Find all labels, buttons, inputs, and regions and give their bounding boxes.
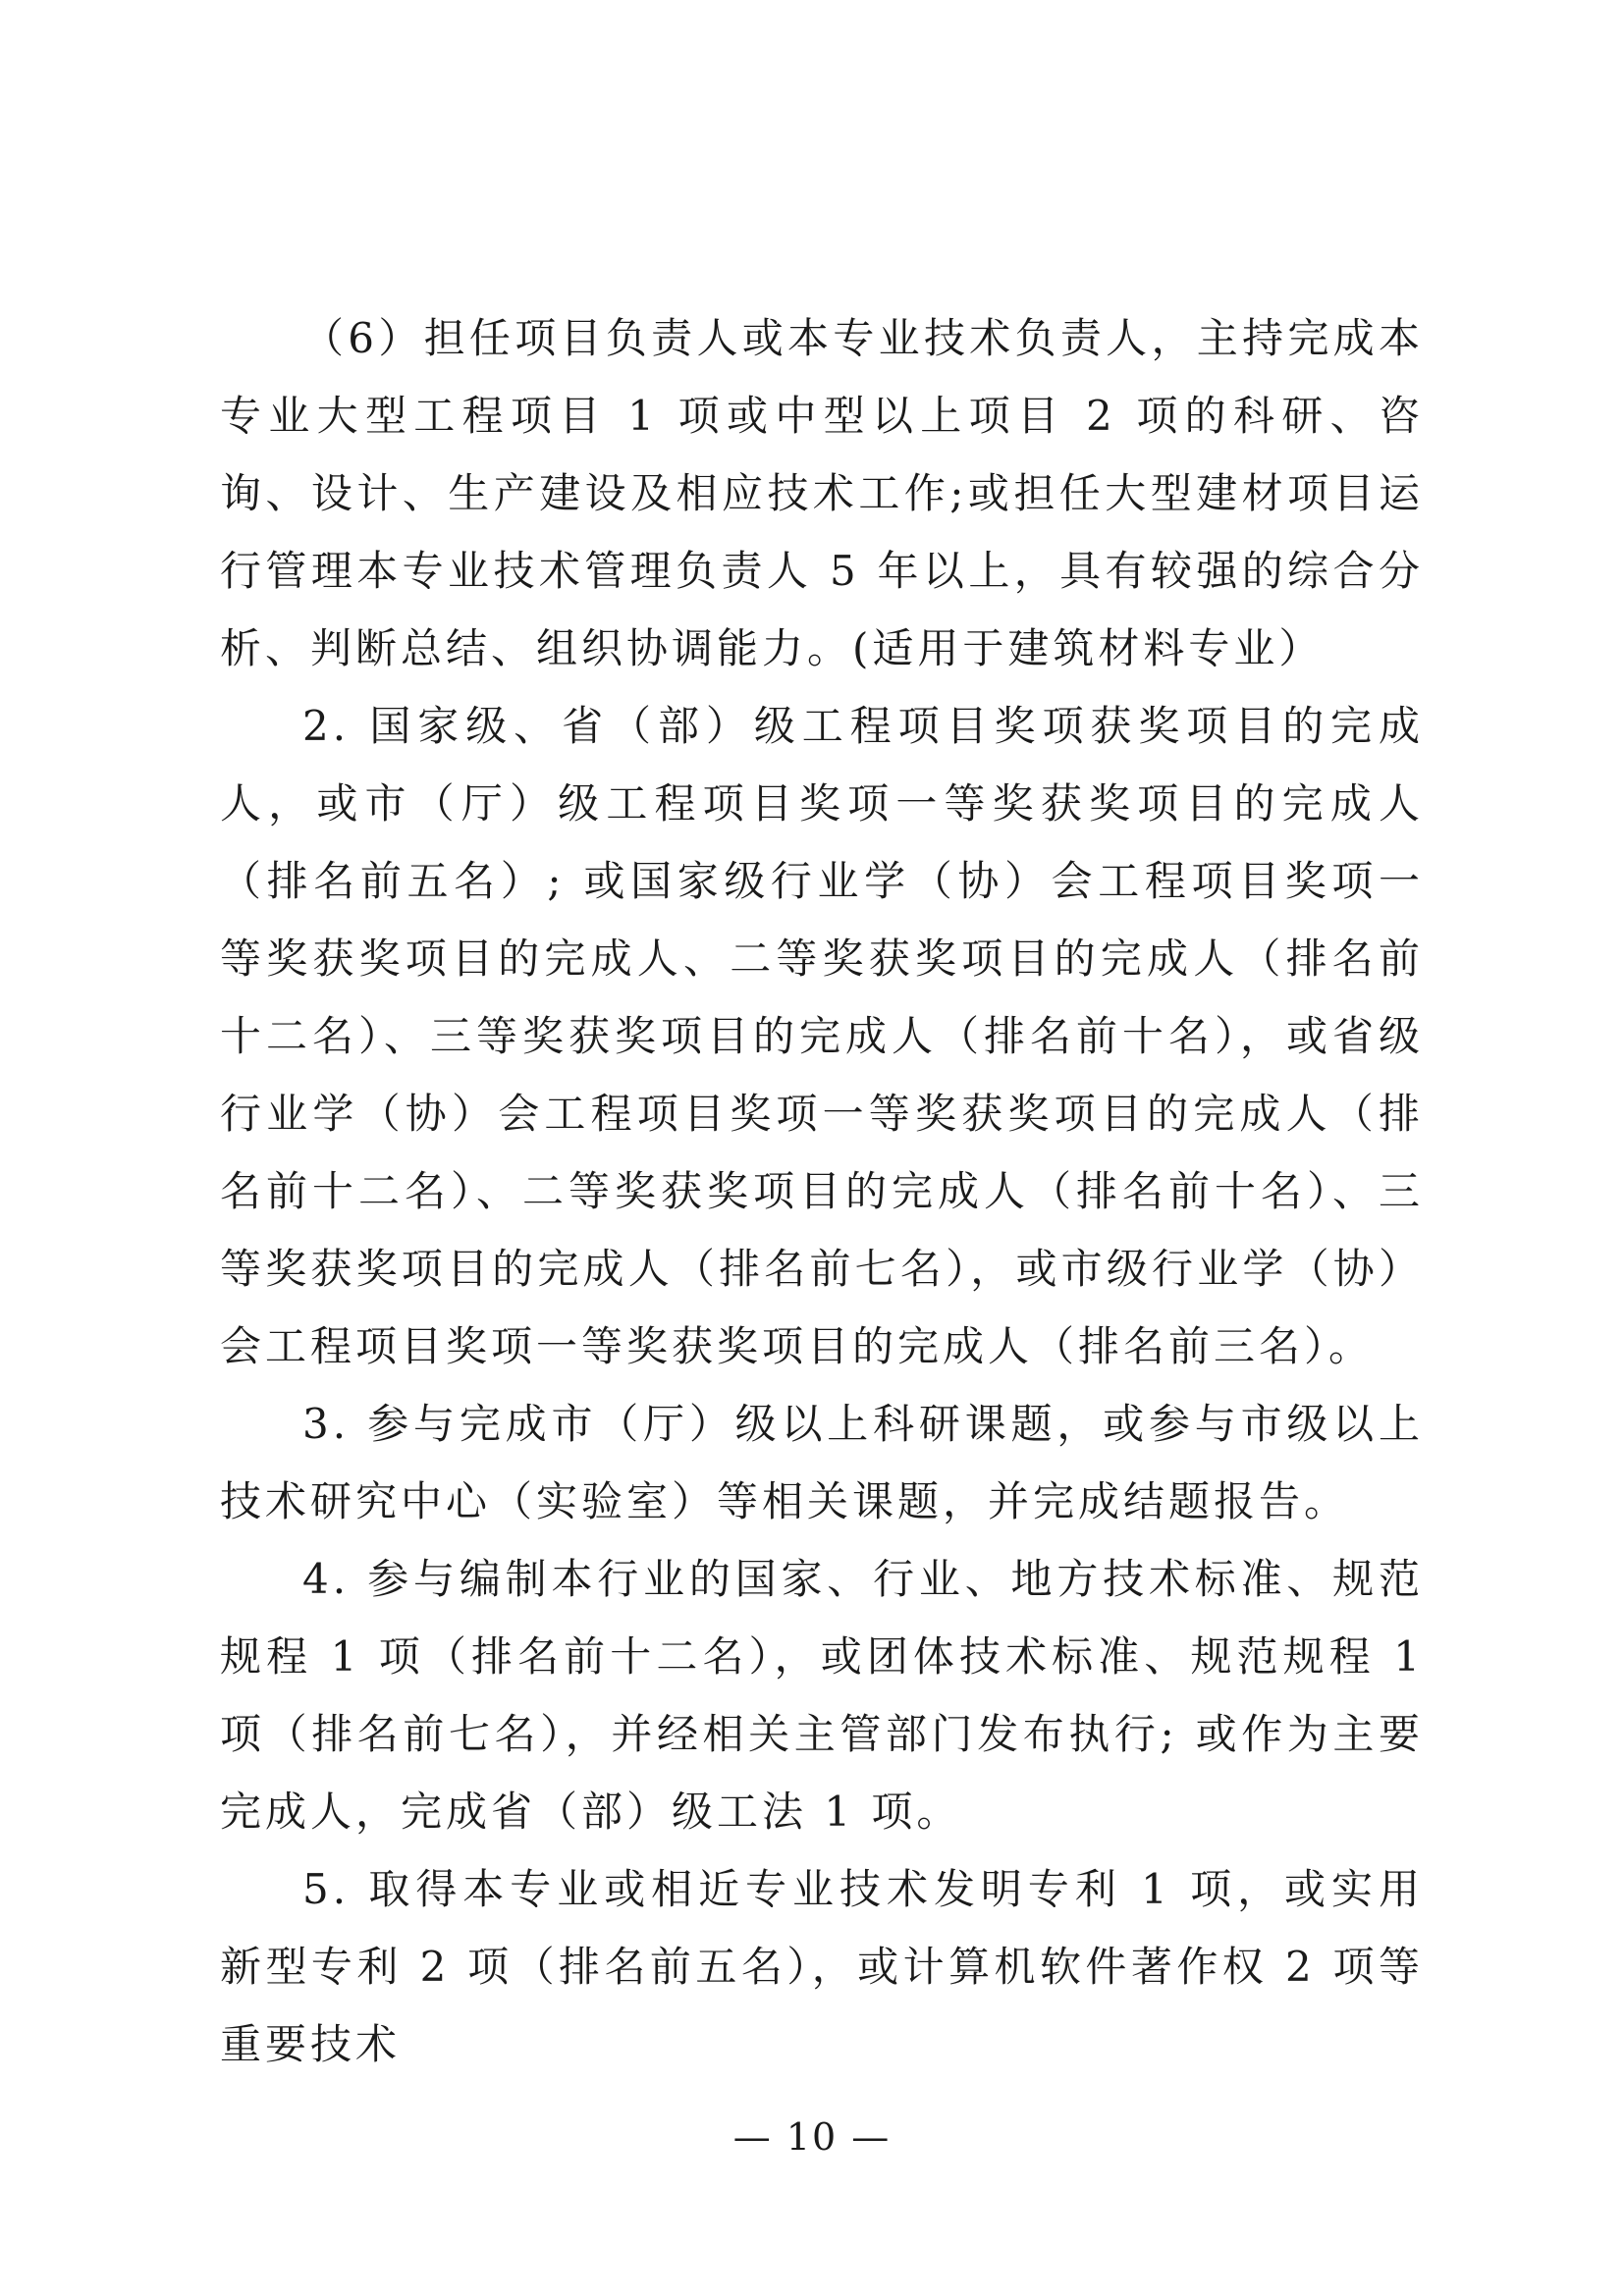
- document-body: [220, 299, 1424, 2083]
- page-number: — 10 —: [732, 2115, 892, 2159]
- paragraph-item-2: 2. 国家级、省（部）级工程项目奖项获奖项目的完成人，或市（厅）级工程项目奖项一等奖获奖项目的完成人（排名前五名）; 或国家级行业学（协）会工程项目奖项一等奖获奖项目的完成人、二等奖获奖项目的完成人（排名前十二名）、三等奖获奖项目的完成人（排名前十名），或省级行业学（协）会工程项目奖项一等奖获奖项目的完成人（排名前十二名）、二等奖获奖项目的完成人（排名前十名）、三等奖获奖项目的完成人（排名前七名），或市级行业学（协）会工程项目奖项一等奖获奖项目的完成人（排名前三名）。: [220, 702, 1424, 1370]
- paragraph-item-4: 4. 参与编制本行业的国家、行业、地方技术标准、规范规程 1 项（排名前十二名），或团体技术标准、规范规程 1 项（排名前七名），并经相关主管部门发布执行; 或作为主要完成人，完成省（部）级工法 1 项。: [220, 1555, 1424, 1836]
- paragraph-item-6: （6）担任项目负责人或本专业技术负责人，主持完成本专业大型工程项目 1 项或中型以上项目 2 项的科研、咨询、设计、生产建设及相应技术工作;或担任大型建材项目运行管理本专业技术管理负责人 5 年以上，具有较强的综合分析、判断总结、组织协调能力。(适用于建筑材料专业）: [220, 314, 1424, 672]
- paragraph-item-5: 5. 取得本专业或相近专业技术发明专利 1 项，或实用新型专利 2 项（排名前五名），或计算机软件著作权 2 项等重要技术: [220, 1865, 1424, 2068]
- paragraph-item-3: 3. 参与完成市（厅）级以上科研课题，或参与市级以上技术研究中心（实验室）等相关课题，并完成结题报告。: [220, 1400, 1424, 1525]
